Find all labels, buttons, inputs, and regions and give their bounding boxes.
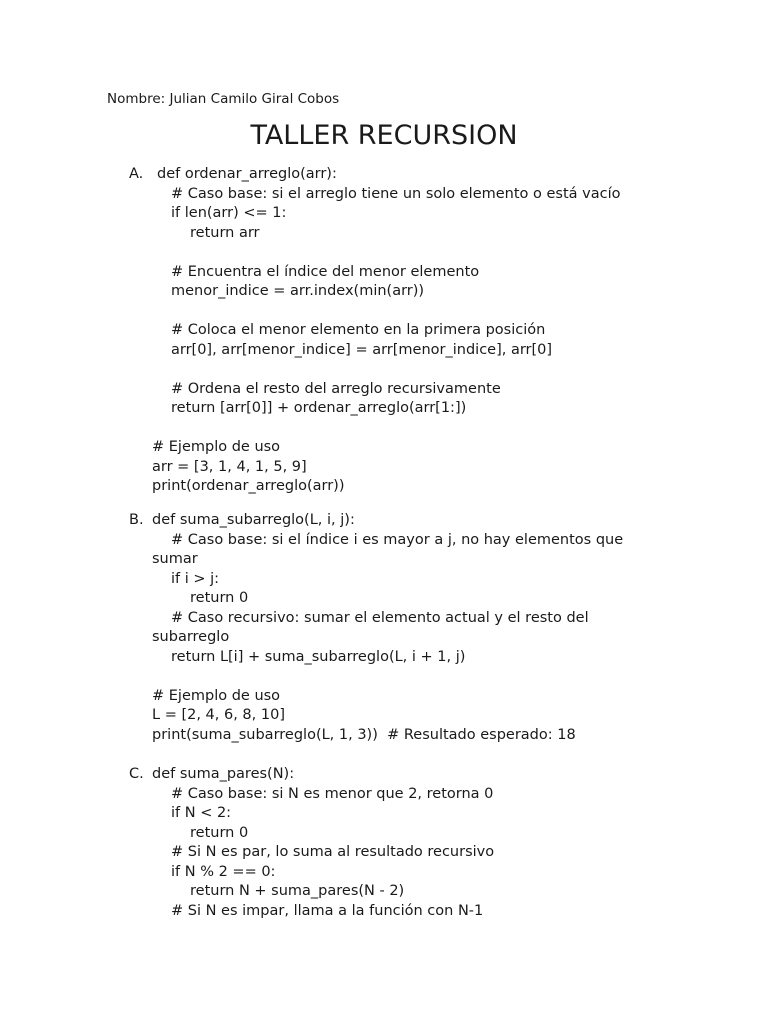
blank-line xyxy=(0,243,768,263)
section-marker: B. xyxy=(129,512,144,528)
blank-line xyxy=(0,302,768,322)
code-line: if N < 2: xyxy=(171,805,232,821)
code-line: arr[0], arr[menor_indice] = arr[menor_indice], arr[0] xyxy=(171,341,553,358)
section-marker: C. xyxy=(129,766,144,782)
blank-line xyxy=(0,667,768,687)
code-line: print(ordenar_arreglo(arr)) xyxy=(152,478,345,494)
code-line: if i > j: xyxy=(171,570,220,587)
code-line: return [arr[0]] + ordenar_arreglo(arr[1:]) xyxy=(171,400,467,416)
code-line: print(suma_subarreglo(L, 1, 3)) # Resultado esperado: 18 xyxy=(152,726,576,743)
code-comment: # Ejemplo de uso xyxy=(152,687,281,704)
code-comment: # Caso base: si N es menor que 2, retorna 0 xyxy=(171,785,494,802)
section-c xyxy=(0,765,768,921)
code-line: def suma_subarreglo(L, i, j): xyxy=(152,512,355,528)
code-line: return 0 xyxy=(190,824,249,841)
code-line: def ordenar_arreglo(arr): xyxy=(157,166,337,182)
code-line: def suma_pares(N): xyxy=(152,766,295,782)
section-a xyxy=(0,165,768,497)
code-line: menor_indice = arr.index(min(arr)) xyxy=(171,283,425,299)
code-line: return L[i] + suma_subarreglo(L, i + 1, j) xyxy=(171,648,466,665)
document-title: TALLER RECURSION xyxy=(250,120,518,151)
blank-line xyxy=(0,360,768,380)
code-comment: # Caso base: si el índice i es mayor a j, no hay elementos que xyxy=(171,531,624,548)
code-line: arr = [3, 1, 4, 1, 5, 9] xyxy=(152,458,307,475)
author-name: Nombre: Julian Camilo Giral Cobos xyxy=(107,91,340,107)
code-comment: # Ordena el resto del arreglo recursivamente xyxy=(171,380,501,397)
code-line: return arr xyxy=(190,224,260,241)
code-comment: # Si N es impar, llama a la función con N-1 xyxy=(171,902,484,919)
code-comment: # Caso recursivo: sumar el elemento actual y el resto del xyxy=(171,609,589,626)
section-b xyxy=(0,511,768,745)
code-comment: # Ejemplo de uso xyxy=(152,439,281,455)
code-comment: subarreglo xyxy=(152,629,230,645)
section-marker: A. xyxy=(129,166,144,182)
code-comment: # Coloca el menor elemento en la primera posición xyxy=(171,322,546,338)
code-line: if len(arr) <= 1: xyxy=(171,205,287,221)
code-comment: # Si N es par, lo suma al resultado recursivo xyxy=(171,844,495,860)
code-line: return 0 xyxy=(190,590,249,606)
code-line: return N + suma_pares(N - 2) xyxy=(190,883,405,899)
code-comment: # Caso base: si el arreglo tiene un solo elemento o está vacío xyxy=(171,185,621,202)
code-line: if N % 2 == 0: xyxy=(171,863,276,880)
code-comment: # Encuentra el índice del menor elemento xyxy=(171,263,480,280)
blank-line xyxy=(0,419,768,439)
code-comment: sumar xyxy=(152,551,198,567)
code-line: L = [2, 4, 6, 8, 10] xyxy=(152,707,285,723)
